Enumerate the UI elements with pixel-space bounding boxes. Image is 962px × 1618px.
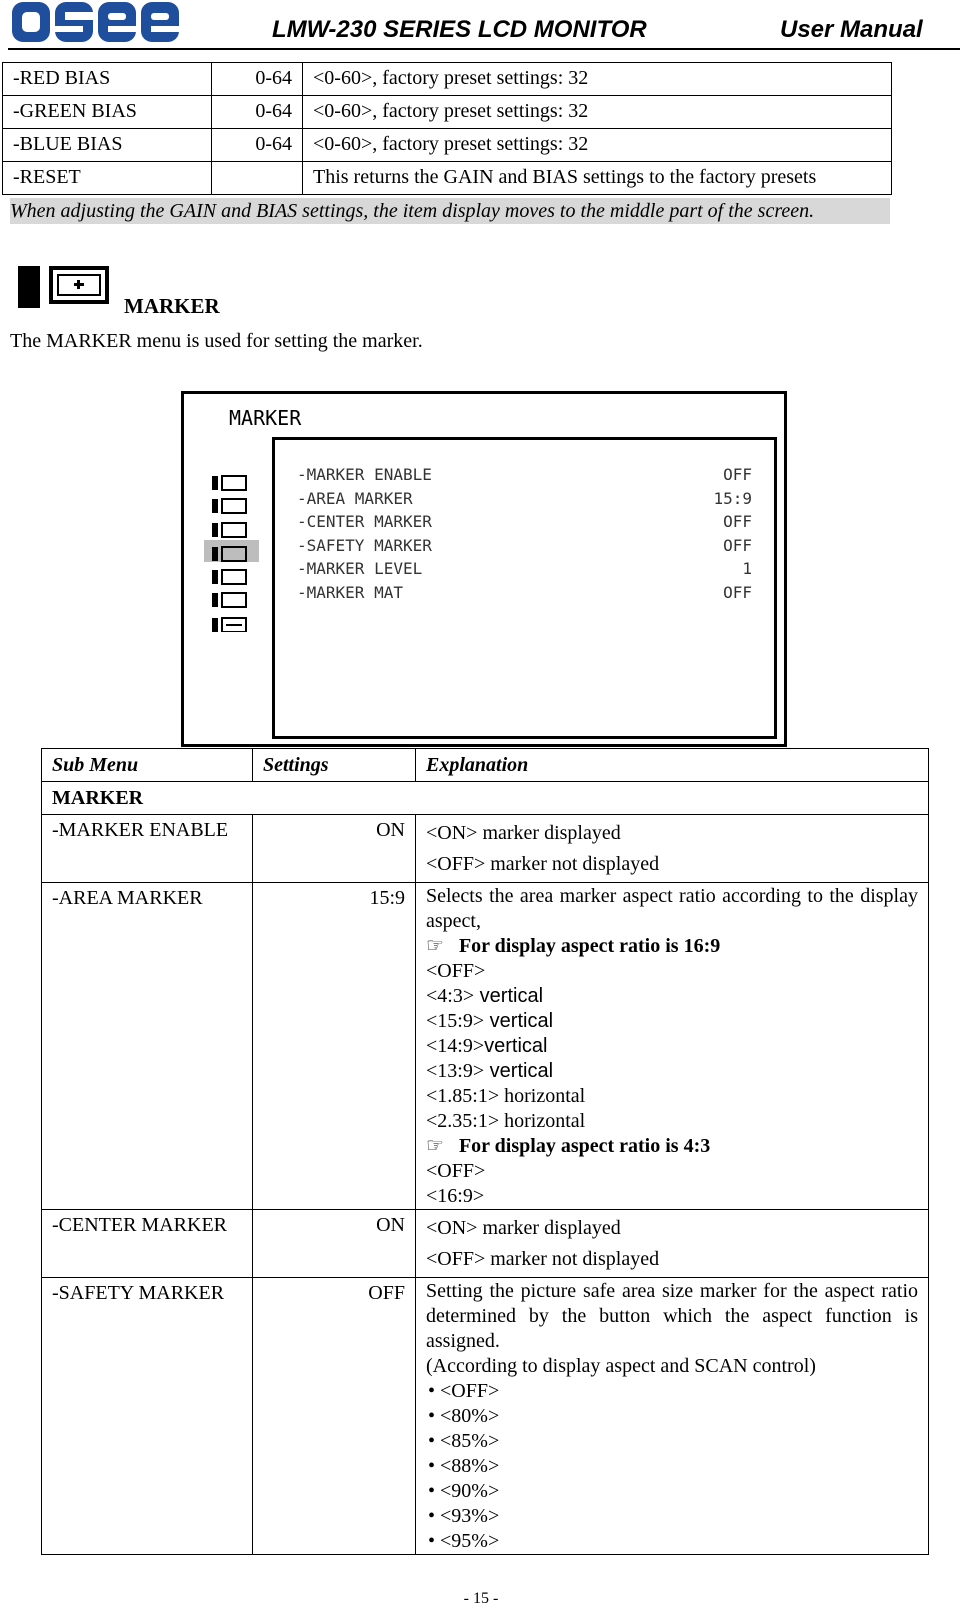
table-row: -BLUE BIAS 0-64 <0-60>, factory preset settings: 32 xyxy=(3,129,892,162)
osd-row-label: -MARKER ENABLE xyxy=(297,465,432,484)
table-header-row xyxy=(42,749,929,782)
osd-screenshot xyxy=(181,391,787,747)
osd-row-value: OFF xyxy=(723,536,752,555)
osd-row-label: -MARKER MAT xyxy=(297,583,403,602)
osd-panel xyxy=(272,437,777,739)
bullet-icon: • xyxy=(428,1430,436,1452)
header-submenu: Sub Menu xyxy=(42,749,253,782)
table-row: -AREA MARKER 15:9 Selects the area marker aspect ratio according to the display aspect, ☞ For display aspect ratio is 16:9 <OFF> <4:3> vertical <15:9> vertical <14:9>vertical <13:9> vertical <1.85:1> horizontal <2.35:1> horizontal ☞ For display aspect ratio is 4:3 <OFF> <16:9> xyxy=(42,883,929,1210)
group-row xyxy=(42,782,929,815)
osd-row-label: -MARKER LEVEL xyxy=(297,559,423,578)
bullet-icon: • xyxy=(428,1380,436,1402)
osd-row-value: OFF xyxy=(723,465,752,484)
group-label: MARKER xyxy=(42,782,929,815)
header-settings: Settings xyxy=(253,749,416,782)
table-row: -GREEN BIAS 0-64 <0-60>, factory preset settings: 32 xyxy=(3,96,892,129)
osd-menu-icons xyxy=(204,472,259,632)
document-title: LMW-230 SERIES LCD MONITOR xyxy=(272,16,647,43)
osd-row-value: 15:9 xyxy=(713,489,752,508)
section-title: MARKER xyxy=(124,294,220,318)
header-rule xyxy=(8,48,960,50)
osd-row-value: 1 xyxy=(742,559,752,578)
table-row: -RESET This returns the GAIN and BIAS settings to the factory presets xyxy=(3,162,892,195)
page-number: - 15 - xyxy=(463,1590,499,1607)
marker-table xyxy=(41,748,929,1555)
table-row: -SAFETY MARKER OFF Setting the picture safe area size marker for the aspect ratio determined by the button which the aspect function is assigned. (According to display aspect and SCAN control) • <OFF> • <80%> • <85%> • <88%> • <90%> • <93%> • <95%> xyxy=(42,1278,929,1555)
bias-table xyxy=(2,62,892,195)
note-text: When adjusting the GAIN and BIAS settings, the item display moves to the middle part of the screen. xyxy=(10,198,890,224)
bullet-icon: • xyxy=(428,1505,436,1527)
bullet-icon: • xyxy=(428,1530,436,1552)
hand-icon: ☞ xyxy=(426,935,444,957)
manual-label: User Manual xyxy=(780,16,923,43)
osd-row-label: -CENTER MARKER xyxy=(297,512,432,531)
osd-row-value: OFF xyxy=(723,583,752,602)
osd-row-label: -AREA MARKER xyxy=(297,489,413,508)
osd-row-label: -SAFETY MARKER xyxy=(297,536,432,555)
table-row: -CENTER MARKER ON <ON> marker displayed <OFF> marker not displayed xyxy=(42,1210,929,1278)
bullet-icon: • xyxy=(428,1405,436,1427)
bullet-icon: • xyxy=(428,1455,436,1477)
header-explanation: Explanation xyxy=(416,749,929,782)
section-intro: The MARKER menu is used for setting the marker. xyxy=(10,330,423,352)
osd-title: MARKER xyxy=(229,406,302,430)
table-row: -MARKER ENABLE ON <ON> marker displayed <OFF> marker not displayed xyxy=(42,815,929,883)
table-row: -RED BIAS 0-64 <0-60>, factory preset settings: 32 xyxy=(3,63,892,96)
bullet-icon: • xyxy=(428,1480,436,1502)
hand-icon: ☞ xyxy=(426,1135,444,1157)
osee-logo xyxy=(10,0,182,46)
osd-row-value: OFF xyxy=(723,512,752,531)
